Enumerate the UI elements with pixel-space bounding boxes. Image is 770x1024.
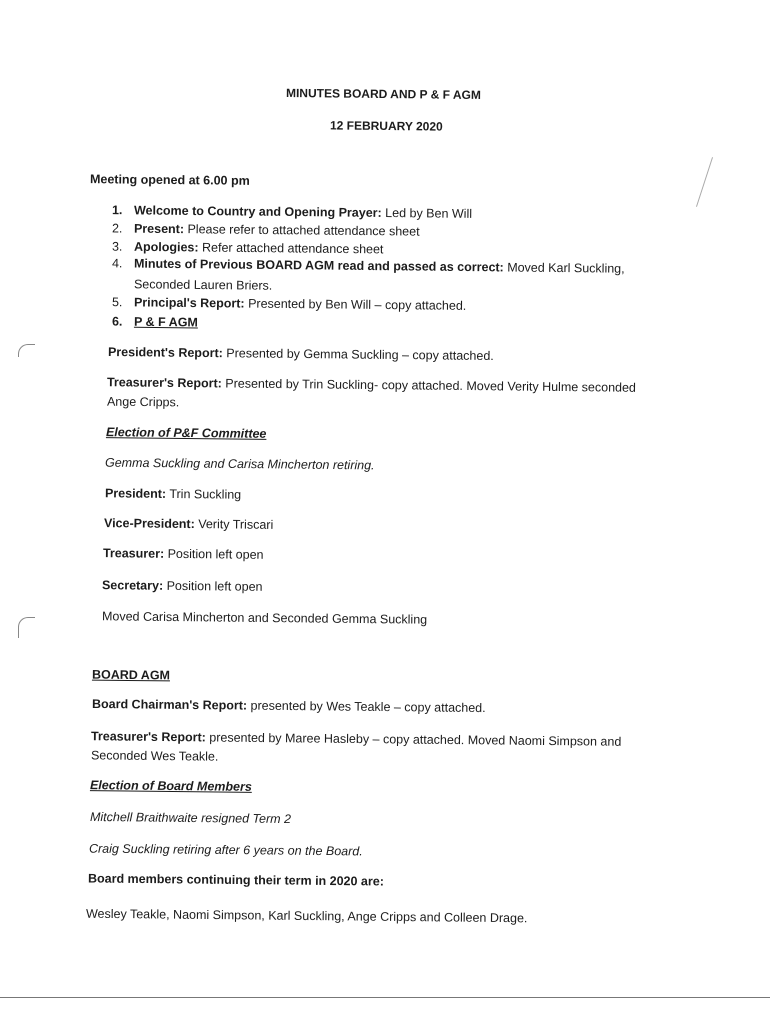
item-number: 2. xyxy=(111,221,123,236)
item-text: Refer attached attendance sheet xyxy=(198,240,384,257)
item-label: P & F AGM xyxy=(133,314,198,330)
scan-mark xyxy=(696,157,713,207)
item-text: Presented by Ben Will – copy attached. xyxy=(244,296,467,313)
item-number: 5. xyxy=(111,295,123,310)
item-label: Apologies: xyxy=(133,239,199,255)
item-label: Principal's Report: xyxy=(133,295,245,311)
board-treasurer-report: Treasurer's Report: presented by Maree Hasleby – copy attached. Moved Naomi Simpson and xyxy=(90,729,622,749)
agenda-item-3 xyxy=(112,239,384,258)
pf-president-report: President's Report: Presented by Gemma Suckling – copy attached. xyxy=(107,344,494,364)
page-bottom-edge xyxy=(0,997,770,998)
board-continuing-label: Board members continuing their term in 2020 are: xyxy=(87,871,384,889)
item-number: 3. xyxy=(111,239,123,254)
board-agm-heading: BOARD AGM xyxy=(91,667,171,683)
agenda-item-4-continuation: Seconded Lauren Briers. xyxy=(133,277,273,293)
board-treasurer-report-continuation: Seconded Wes Teakle. xyxy=(90,748,219,764)
item-number: 4. xyxy=(111,256,123,271)
item-number: 6. xyxy=(111,314,123,329)
board-continuing-names: Wesley Teakle, Naomi Simpson, Karl Suckling, Ange Cripps and Colleen Drage. xyxy=(85,906,528,926)
agenda-item-1 xyxy=(112,202,472,222)
item-label: Minutes of Previous BOARD AGM read and passed as correct: xyxy=(133,256,504,275)
agenda-item-6 xyxy=(112,314,198,331)
item-text: Led by Ben Will xyxy=(381,205,473,221)
hole-punch-mark xyxy=(18,617,35,638)
board-resigned: Mitchell Braithwaite resigned Term 2 xyxy=(89,809,292,827)
pf-treasurer-report: Treasurer's Report: Presented by Trin Suckling- copy attached. Moved Verity Hulme seconded xyxy=(106,375,636,395)
pf-treasurer-report-continuation: Ange Cripps. xyxy=(106,394,180,410)
board-chairman-report: Board Chairman's Report: presented by Wes Teakle – copy attached. xyxy=(91,696,486,716)
item-number: 1. xyxy=(111,203,123,218)
pf-retiring: Gemma Suckling and Carisa Mincherton retiring. xyxy=(104,455,375,473)
item-label: Welcome to Country and Opening Prayer: xyxy=(133,203,382,220)
hole-punch-mark xyxy=(18,344,35,357)
pf-treasurer: Treasurer: Position left open xyxy=(102,546,264,562)
pf-president: President: Trin Suckling xyxy=(104,486,242,502)
agenda-item-2 xyxy=(112,220,420,239)
board-election-heading: Election of Board Members xyxy=(89,778,252,794)
pf-secretary: Secretary: Position left open xyxy=(101,578,263,594)
item-label: Present: xyxy=(133,221,185,237)
document-date: 12 FEBRUARY 2020 xyxy=(329,118,443,134)
pf-election-heading: Election of P&F Committee xyxy=(105,425,267,441)
agenda-item-4 xyxy=(112,255,625,276)
item-text: Please refer to attached attendance sheet xyxy=(183,222,420,239)
board-retiring: Craig Suckling retiring after 6 years on the Board. xyxy=(88,841,363,859)
pf-moved: Moved Carisa Mincherton and Seconded Gemma Suckling xyxy=(101,609,428,627)
document-title: MINUTES BOARD AND P & F AGM xyxy=(285,85,481,103)
meeting-opened: Meeting opened at 6.00 pm xyxy=(89,172,250,188)
agenda-item-5 xyxy=(112,294,466,314)
pf-vice-president: Vice-President: Verity Triscari xyxy=(103,516,274,532)
item-text: Moved Karl Suckling, xyxy=(503,260,625,276)
